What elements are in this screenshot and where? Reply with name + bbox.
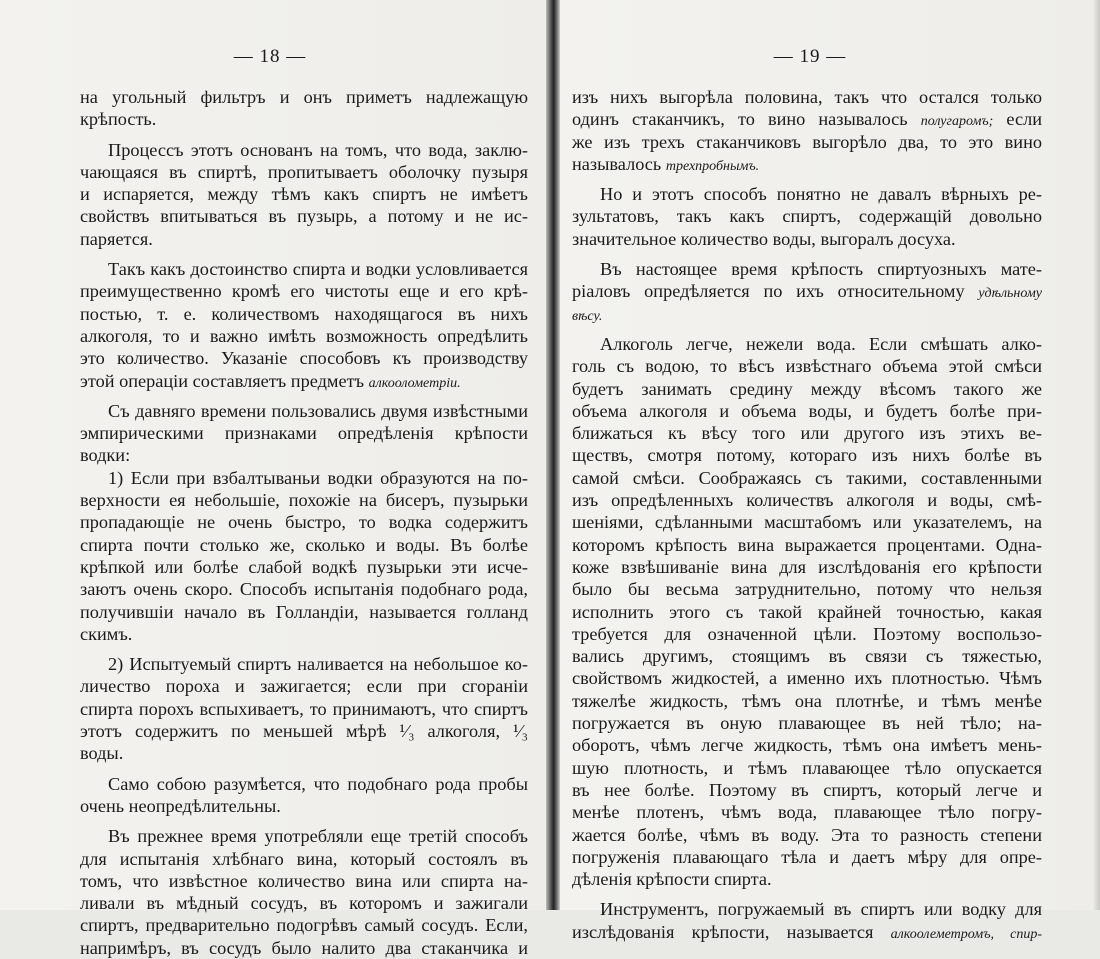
text-line (80, 183, 528, 205)
text-line (572, 205, 1042, 227)
text-line (80, 139, 528, 161)
text-line (572, 153, 1042, 175)
line-text: паряется. (80, 228, 153, 249)
text-line (80, 444, 528, 466)
paragraph-gap (572, 890, 1042, 898)
text-line (80, 86, 528, 108)
paragraph-gap (80, 645, 528, 653)
italic-term: алкоолеметромъ, спир- (890, 926, 1042, 942)
paragraph-gap (80, 131, 528, 139)
text-line (572, 86, 1042, 108)
text-line (572, 183, 1042, 205)
line-text: дѣленія крѣпости спирта. (572, 869, 772, 890)
text-line (80, 303, 528, 325)
line-text: Само собою разумѣется, что подобнаго рода пробы (108, 773, 528, 794)
line-text: требуется для означенной цѣли. Поэтому воспользо- (572, 623, 1042, 644)
line-text: чающаяся въ спиртѣ, пропитываетъ оболочку пузыря (80, 161, 528, 182)
text-line (80, 325, 528, 347)
line-text: ближаться къ вѣсу того или другого изъ этихъ ве- (572, 423, 1042, 444)
italic-term: вѣсу. (572, 308, 603, 324)
text-line (572, 824, 1042, 846)
text-line (572, 645, 1042, 667)
line-text: объема алкоголя и объема воды, и будетъ болѣе при- (572, 400, 1042, 421)
line-text: и испаряется, между тѣмъ какъ спиртъ не имѣетъ (80, 184, 528, 205)
paragraph-gap (80, 392, 528, 400)
line-text: крѣпость. (80, 109, 157, 130)
paragraph-gap (80, 817, 528, 825)
line-text: спирта порохъ вспыхиваетъ, то принимаютъ, что спиртъ (80, 698, 528, 719)
paragraph-gap (80, 765, 528, 773)
text-line (80, 467, 528, 489)
line-text: жается болѣе, чѣмъ въ воду. Эта то разность степени (572, 824, 1042, 845)
line-text: ливали въ мѣдный сосудъ, въ которомъ и зажигали (80, 893, 528, 914)
text-line (572, 667, 1042, 689)
line-text: будетъ занимать средину между вѣсомъ такого же (572, 378, 1042, 399)
paragraph-gap (572, 325, 1042, 333)
line-text: въ нее болѣе. Поэтому въ спиртъ, который легче и (572, 779, 1042, 800)
text-line (572, 921, 1042, 943)
line-text: очень неопредѣлительны. (80, 795, 281, 816)
line-text: водки: (80, 445, 131, 466)
text-line (572, 779, 1042, 801)
line-text-tail: если (993, 109, 1042, 130)
text-line (572, 467, 1042, 489)
line-text: шую плотность, и тѣмъ плавающее тѣло опускается (572, 757, 1042, 778)
text-line (572, 801, 1042, 823)
line-text: которомъ крѣпость вина выражается процентами. Одна- (572, 534, 1042, 555)
line-text: преимущественно кромѣ его чистоты еще и его крѣ- (80, 281, 528, 302)
line-text: скимъ. (80, 623, 133, 644)
line-text: на угольный фильтръ и онъ приметъ надлежащую (80, 87, 528, 107)
text-line (80, 556, 528, 578)
line-text: же изъ трехъ стаканчиковъ выгорѣло два, то это вино (572, 131, 1042, 152)
text-line (572, 355, 1042, 377)
text-line (572, 734, 1042, 756)
line-text: алкоголя, то и важно имѣть возможность опредѣлить (80, 325, 528, 346)
text-line (80, 848, 528, 870)
line-text: изъ нихъ выгорѣла половина, такъ что остался только (572, 87, 1042, 107)
text-line (80, 623, 528, 645)
line-text: Въ настоящее время крѣпость спиртуозныхъ мате- (600, 259, 1042, 280)
text-line (80, 161, 528, 183)
line-text: значительное количество воды, выгоралъ досуха. (572, 228, 956, 249)
line-text: одинъ стаканчикъ, то вино называлось (572, 109, 908, 130)
line-text: свойствъ впитываться въ пузырь, а потому и не ис- (80, 206, 528, 227)
text-line (80, 347, 528, 369)
right-page-text (572, 86, 1042, 943)
text-line (572, 258, 1042, 280)
paragraph-gap (572, 175, 1042, 183)
text-line (572, 846, 1042, 868)
line-text: крѣпкой или болѣе слабой водкѣ пузырьки эти исче- (80, 556, 528, 577)
line-text: вались другимъ, стоящимъ въ связи съ тяжестью, (572, 646, 1042, 667)
text-line (572, 690, 1042, 712)
text-line (80, 422, 528, 444)
text-line (572, 578, 1042, 600)
text-line (572, 333, 1042, 355)
line-text: погруженія плавающаго тѣла и даетъ мѣру для опре- (572, 846, 1042, 867)
page-number-right: — 19 — (773, 46, 847, 67)
text-line (80, 534, 528, 556)
line-text: называлось (572, 153, 662, 174)
text-line (80, 601, 528, 623)
book-gutter (546, 0, 560, 910)
text-line (80, 511, 528, 533)
line-text: погружается въ оную плавающее въ ней тѣло; на- (572, 713, 1042, 734)
line-text: исполнить этого съ такой крайней точностью, какая (572, 601, 1042, 622)
text-line (572, 511, 1042, 533)
text-line (572, 280, 1042, 302)
text-line (572, 378, 1042, 400)
text-line (80, 205, 528, 227)
text-line (80, 578, 528, 600)
line-text: заютъ очень скоро. Способъ испытанія подобнаго рода, (80, 579, 528, 600)
line-text: оборотъ, чѣмъ легче жидкость, тѣмъ она имѣетъ мень- (572, 735, 1042, 756)
line-text: 1) Если при взбалтываньи водки образуются на по- (108, 467, 528, 488)
line-text: шеніями, сдѣланными масштабомъ или указателемъ, на (572, 512, 1042, 533)
text-line (80, 400, 528, 422)
text-line (572, 534, 1042, 556)
text-line (572, 712, 1042, 734)
line-text: томъ, что извѣстное количество вина или спирта на- (80, 870, 528, 891)
text-line (80, 773, 528, 795)
text-line (572, 131, 1042, 153)
text-line (80, 720, 528, 742)
text-line (80, 698, 528, 720)
text-line (80, 795, 528, 817)
line-text: верхности ея небольшіе, похожіе на бисеръ, пузырьки (80, 490, 528, 511)
text-line (80, 937, 528, 959)
line-text: было бы весьма затруднительно, потому что нельзя (572, 579, 1042, 600)
right-page (560, 0, 1100, 942)
text-line (80, 914, 528, 936)
line-text: Процессъ этотъ основанъ на томъ, что вода, заклю- (108, 139, 528, 160)
text-line (80, 258, 528, 280)
line-text: Въ прежнее время употребляли еще третій способъ (108, 826, 528, 847)
line-text: Но и этотъ способъ понятно не давалъ вѣрныхъ ре- (600, 184, 1042, 205)
line-text: изслѣдованія крѣпости, называется (572, 921, 874, 942)
text-line (80, 742, 528, 764)
text-line (80, 280, 528, 302)
page-number-left: — 18 — (233, 46, 307, 67)
text-line (80, 228, 528, 250)
line-text: ществъ, смотря потому, котораго изъ нихъ болѣе въ (572, 445, 1042, 466)
text-line (572, 400, 1042, 422)
line-text: 2) Испытуемый спиртъ наливается на небольшое ко- (108, 654, 528, 675)
line-text: самой смѣси. Соображаясь съ такими, составленными (572, 467, 1042, 488)
line-text: изъ опредѣленныхъ количествъ алкоголя и воды, смѣ- (572, 490, 1042, 511)
line-text: воды. (80, 743, 124, 764)
line-text: этой операціи составляетъ предметъ (80, 370, 365, 391)
text-line (572, 228, 1042, 250)
line-text: зультатовъ, такъ какъ спиртъ, содержащій довольно (572, 206, 1042, 227)
line-text: эмпирическими признаками опредѣленія крѣпости (80, 423, 528, 444)
right-page-edge (1092, 0, 1100, 910)
line-text: личество пороха и зажигается; если при сгораніи (80, 676, 528, 697)
italic-term: удѣльному (978, 286, 1042, 302)
line-text: Такъ какъ достоинство спирта и водки условливается (108, 259, 528, 280)
italic-term: полугаромъ; (920, 114, 994, 130)
text-line (572, 303, 1042, 325)
text-line (80, 489, 528, 511)
paragraph-gap (80, 250, 528, 258)
line-text: этотъ содержитъ по меньшей мѣрѣ ¹⁄₃ алкоголя, ¹⁄₃ (80, 721, 528, 742)
text-line (572, 601, 1042, 623)
text-line (80, 892, 528, 914)
line-text: получившіи начало въ Голландіи, называется голланд (80, 601, 528, 622)
left-page (0, 0, 546, 958)
line-text: пропадающіе не очень быстро, то водка содержитъ (80, 512, 528, 533)
line-text: Алкоголь легче, нежели вода. Если смѣшать алко- (600, 333, 1042, 354)
line-text: ріаловъ опредѣляется по ихъ относительному (572, 281, 965, 302)
line-text: менѣе плотенъ, чѣмъ вода, плавающее тѣло погру- (572, 802, 1042, 823)
line-text: напримѣръ, въ сосудъ было налито два стаканчика и (80, 937, 528, 958)
line-text: Инструментъ, погружаемый въ спиртъ или водку для (600, 899, 1042, 920)
line-text: постью, т. е. количествомъ находящагося въ нихъ (80, 303, 528, 324)
text-line (80, 825, 528, 847)
text-line (572, 422, 1042, 444)
text-line (80, 653, 528, 675)
italic-term: трехпробнымъ. (665, 158, 760, 174)
line-text: коже взвѣшиваніе вина для изслѣдованія его крѣпости (572, 556, 1042, 577)
line-text: Съ давняго времени пользовались двумя извѣстными (108, 400, 528, 421)
line-text: свойствомъ жидкостей, а именно ихъ плотностью. Чѣмъ (572, 668, 1042, 689)
text-line (80, 108, 528, 130)
text-line (80, 675, 528, 697)
paragraph-gap (572, 250, 1042, 258)
text-line (572, 757, 1042, 779)
text-line (572, 444, 1042, 466)
text-line (80, 370, 528, 392)
left-page-text (80, 86, 528, 959)
text-line (572, 108, 1042, 130)
line-text: спирта почти столько же, сколько и воды. Въ болѣе (80, 534, 528, 555)
line-text: спиртъ, предварительно подогрѣвъ самый сосудъ. Если, (80, 915, 528, 936)
italic-term: алкоолометріи. (368, 375, 461, 391)
text-line (572, 868, 1042, 890)
line-text: голь съ водою, то вѣсъ извѣстнаго объема этой смѣси (572, 356, 1042, 377)
text-line (572, 623, 1042, 645)
text-line (572, 489, 1042, 511)
text-line (80, 870, 528, 892)
line-text: для испытанія хлѣбнаго вина, который состоялъ въ (80, 848, 528, 869)
line-text: тяжелѣе жидкость, тѣмъ она плотнѣе, и тѣмъ менѣе (572, 690, 1042, 711)
text-line (572, 556, 1042, 578)
line-text: это количество. Указаніе способовъ къ производству (80, 348, 528, 369)
